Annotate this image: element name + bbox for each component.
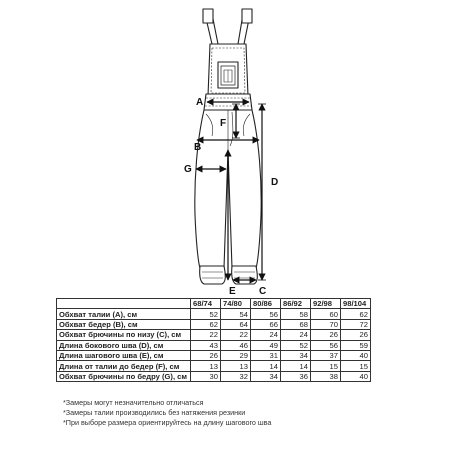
table-cell: 60	[311, 309, 341, 319]
label-d: D	[271, 177, 279, 188]
table-cell: 26	[191, 350, 221, 360]
footnote: *При выборе размера ориентируйтесь на длину шагового шва	[63, 418, 272, 428]
table-cell: 62	[191, 319, 221, 329]
table-cell: 66	[251, 319, 281, 329]
table-header-row	[57, 299, 371, 309]
table-cell: 24	[281, 330, 311, 340]
table-row	[57, 350, 371, 360]
table-row	[57, 361, 371, 371]
table-row	[57, 371, 371, 381]
table-cell: 13	[191, 361, 221, 371]
table-cell: 43	[191, 340, 221, 350]
table-cell: 24	[251, 330, 281, 340]
right-strap-buckle	[242, 9, 252, 23]
table-cell: 26	[341, 330, 371, 340]
label-a: A	[196, 97, 204, 108]
label-e: E	[229, 286, 236, 297]
table-cell: 31	[251, 350, 281, 360]
table-cell: 13	[221, 361, 251, 371]
table-cell: 72	[341, 319, 371, 329]
row-label: Обхват талии (A), см	[57, 309, 191, 319]
table-row	[57, 340, 371, 350]
label-g: G	[184, 164, 192, 175]
table-cell: 22	[191, 330, 221, 340]
row-label: Длина от талии до бедер (F), см	[57, 361, 191, 371]
table-cell: 14	[251, 361, 281, 371]
table-cell: 37	[311, 350, 341, 360]
table-cell: 62	[341, 309, 371, 319]
table-cell: 30	[191, 371, 221, 381]
table-header-size: 74/80	[221, 299, 251, 309]
table-cell: 36	[281, 371, 311, 381]
footnotes	[63, 398, 271, 429]
table-header-size: 86/92	[281, 299, 311, 309]
footnote: *Замеры талии производились без натяжения резинки	[63, 408, 246, 418]
table-cell: 56	[251, 309, 281, 319]
table-header-size: 92/98	[311, 299, 341, 309]
table-cell: 52	[191, 309, 221, 319]
table-cell: 15	[311, 361, 341, 371]
table-cell: 34	[251, 371, 281, 381]
table-cell: 70	[311, 319, 341, 329]
table-row	[57, 330, 371, 340]
left-strap-buckle	[203, 9, 213, 23]
table-cell: 40	[341, 350, 371, 360]
table-cell: 54	[221, 309, 251, 319]
table-cell: 34	[281, 350, 311, 360]
footnote: *Замеры могут незначительно отличаться	[63, 398, 204, 407]
table-row	[57, 309, 371, 319]
right-cuff	[232, 266, 258, 284]
table-cell: 14	[281, 361, 311, 371]
label-c: C	[259, 286, 267, 297]
table-cell: 29	[221, 350, 251, 360]
label-b: B	[194, 142, 202, 153]
table-cell: 32	[221, 371, 251, 381]
table-header-size: 68/74	[191, 299, 221, 309]
table-cell: 26	[311, 330, 341, 340]
row-label: Длина бокового шва (D), см	[57, 340, 191, 350]
table-header-size: 80/86	[251, 299, 281, 309]
table-cell: 38	[311, 371, 341, 381]
table-cell: 49	[251, 340, 281, 350]
row-label: Длина шагового шва (E), см	[57, 350, 191, 360]
table-cell: 56	[311, 340, 341, 350]
table-header-corner	[57, 299, 191, 309]
table-cell: 22	[221, 330, 251, 340]
table-row	[57, 319, 371, 329]
size-chart-table	[56, 298, 371, 382]
row-label: Обхват брючины по низу (C), см	[57, 330, 191, 340]
table-cell: 40	[341, 371, 371, 381]
table-cell: 58	[281, 309, 311, 319]
table-cell: 15	[341, 361, 371, 371]
table-cell: 52	[281, 340, 311, 350]
table-header-size: 98/104	[341, 299, 371, 309]
table-cell: 64	[221, 319, 251, 329]
row-label: Обхват брючины по бедру (G), см	[57, 371, 191, 381]
left-cuff	[200, 266, 226, 284]
label-f: F	[220, 118, 227, 129]
table-cell: 59	[341, 340, 371, 350]
table-cell: 46	[221, 340, 251, 350]
row-label: Обхват бедер (B), см	[57, 319, 191, 329]
table-cell: 68	[281, 319, 311, 329]
